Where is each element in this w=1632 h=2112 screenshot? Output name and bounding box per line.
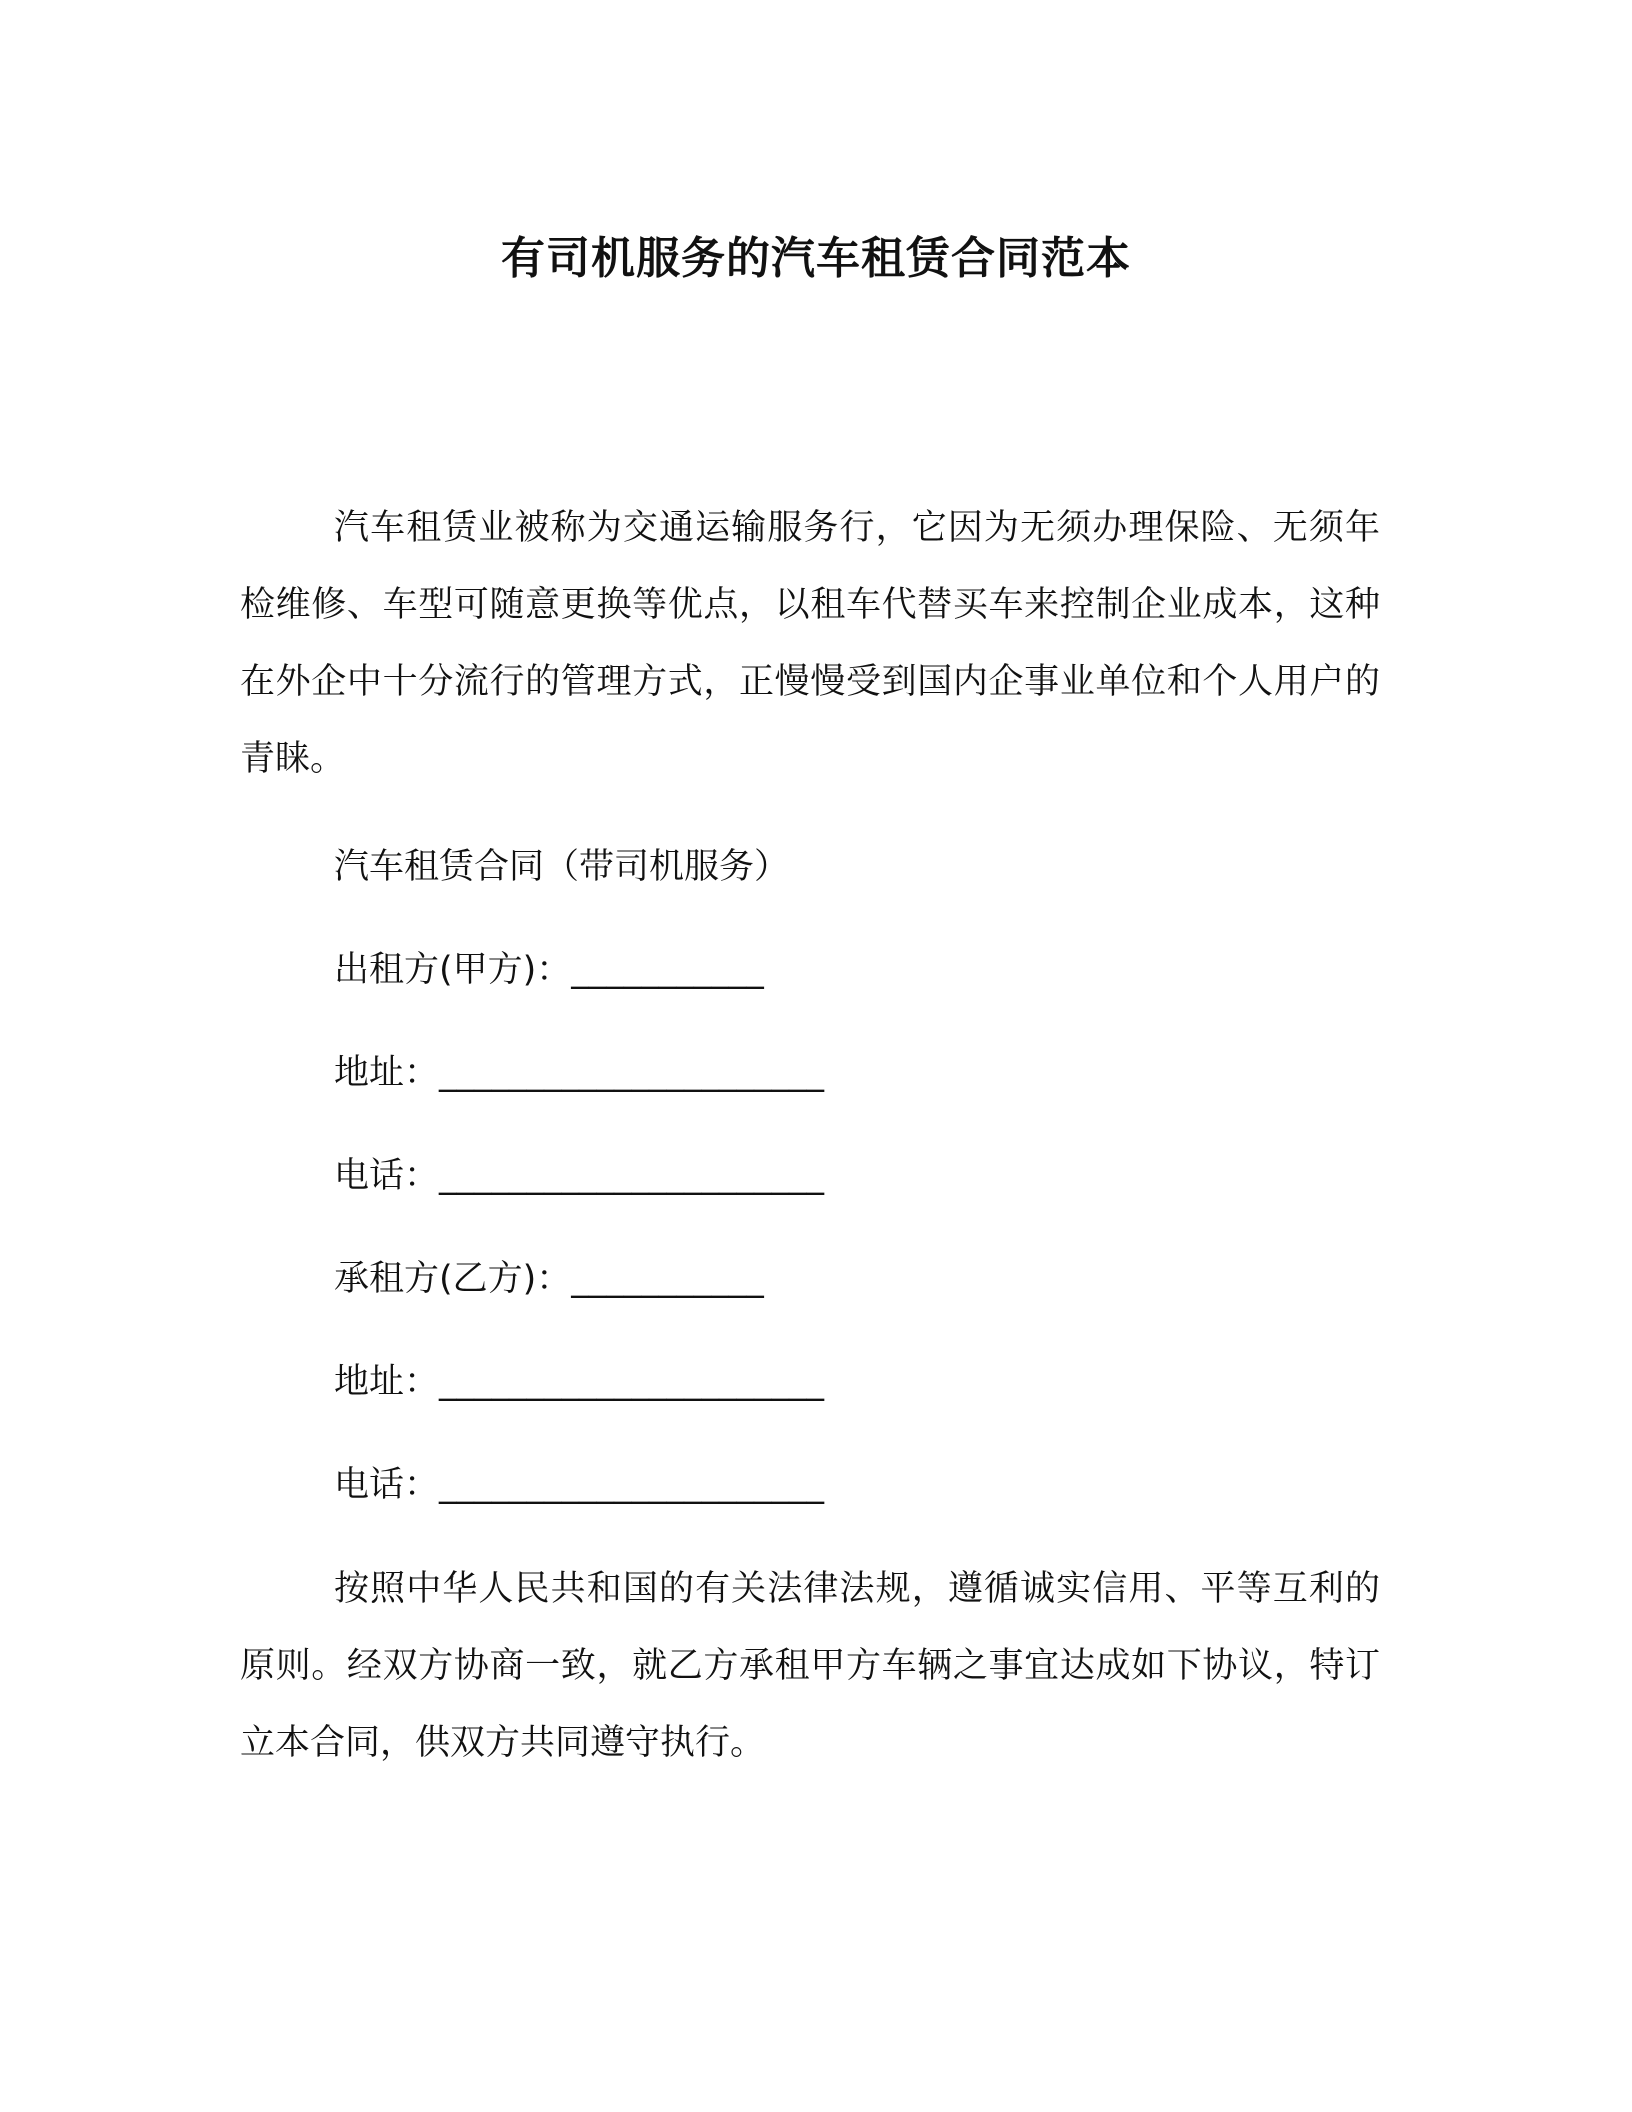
party-b-address-line: 地址：______________________ — [334, 1362, 825, 1402]
spacer — [240, 798, 1380, 816]
document-title: 有司机服务的汽车租赁合同范本 — [501, 233, 1131, 284]
spacer — [240, 1537, 1380, 1551]
contract-heading: 汽车租赁合同（带司机服务） — [334, 847, 790, 887]
party-a-phone-line: 电话：______________________ — [334, 1156, 825, 1196]
party-b-phone-line: 电话：______________________ — [334, 1465, 825, 1505]
closing-paragraph: 按照中华人民共和国的有关法律法规，遵循诚实信用、平等互利的原则。经双方协商一致，就乙方承租甲方车辆之事宜达成如下协议，特订立本合同，供双方共同遵守执行。 — [240, 1569, 1380, 1763]
party-b-name-line: 承租方(乙方)：___________ — [334, 1259, 764, 1299]
party-a-address-line: 地址：______________________ — [334, 1053, 825, 1093]
document-body — [240, 490, 1380, 1782]
intro-paragraph: 汽车租赁业被称为交通运输服务行，它因为无须办理保险、无须年检维修、车型可随意更换等优点，以租车代替买车来控制企业成本，这种在外企中十分流行的管理方式，正慢慢受到国内企事业单位和个人用户的青睐。 — [240, 508, 1380, 779]
party-a-name-line: 出租方(甲方)：___________ — [334, 950, 764, 990]
